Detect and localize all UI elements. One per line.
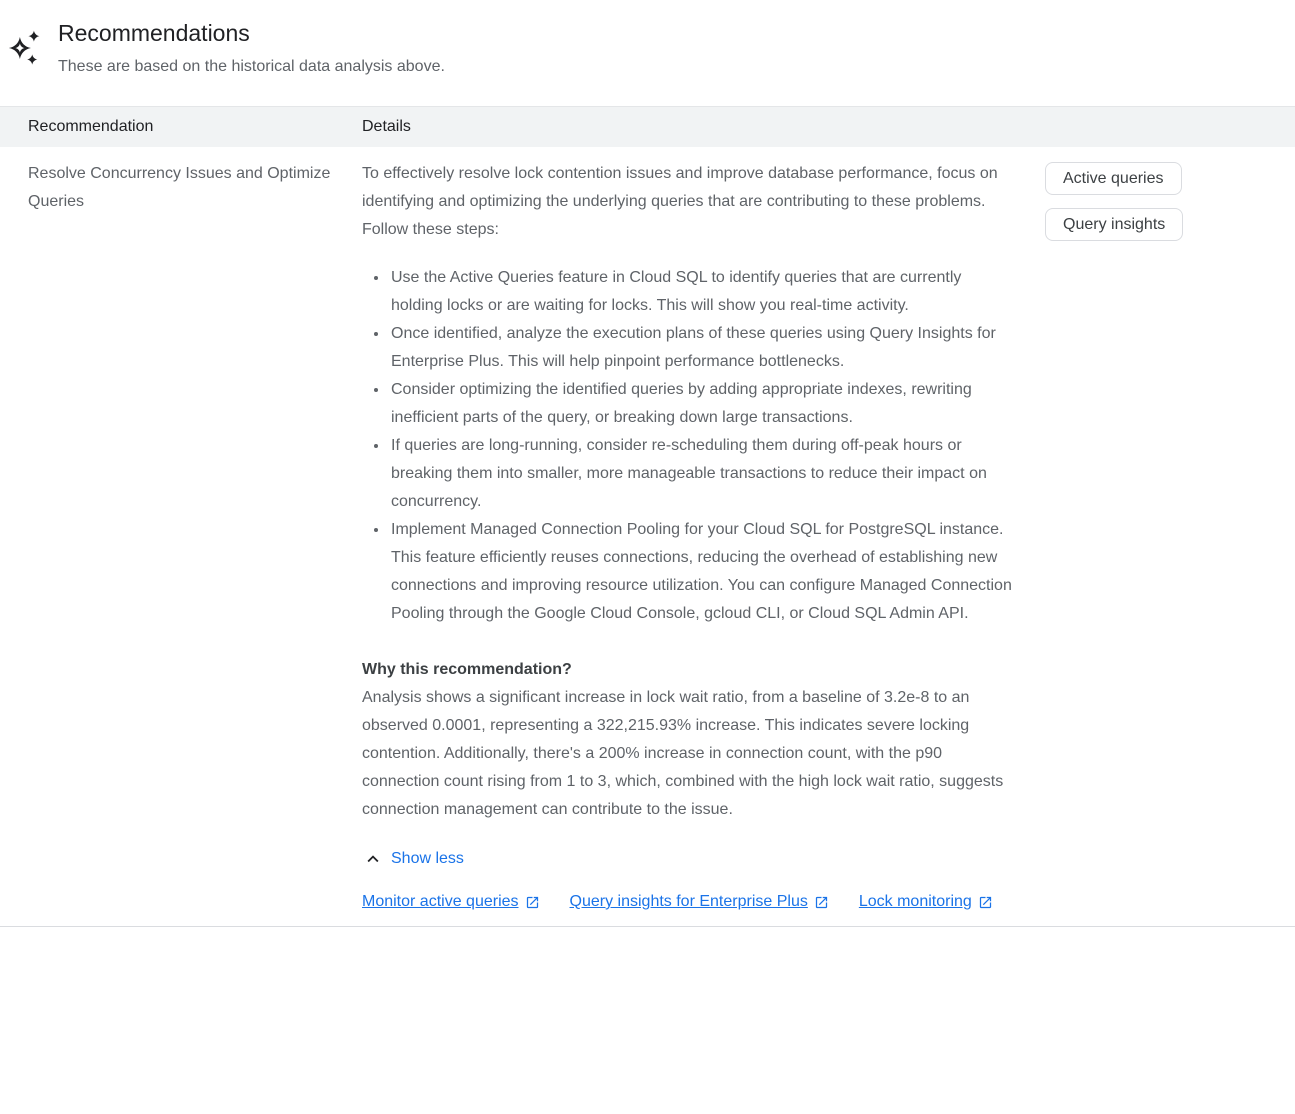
external-link-icon <box>814 895 829 910</box>
page-subtitle: These are based on the historical data analysis above. <box>58 58 445 75</box>
doc-links <box>362 888 1015 916</box>
external-link-icon <box>978 895 993 910</box>
why-recommendation-text: Analysis shows a significant increase in lock wait ratio, from a baseline of 3.2e-8 to an observed 0.0001, representing a 322,215.93% increase. This indicates severe locking contention. Additionally, there's a 200% increase in connection count, with the p90 connection count rising from 1 to 3, which, combined with the high lock wait ratio, suggests connection management can contribute to the issue. <box>362 689 1004 818</box>
action-chip-button[interactable] <box>1045 162 1182 195</box>
details-intro: To effectively resolve lock contention issues and improve database performance, focus on identifying and optimizing the underlying queries that are contributing to these problems. Follow these steps: <box>362 165 998 238</box>
details-cell <box>362 160 1045 916</box>
doc-link[interactable] <box>362 888 540 916</box>
why-recommendation-heading: Why this recommendation? <box>362 661 572 678</box>
detail-bullet: • Use the Active Queries feature in Cloud SQL to identify queries that are currently holding locks or are waiting for locks. This will show you real-time activity. <box>389 264 1015 320</box>
table-header-row <box>0 106 1295 147</box>
show-less-button[interactable] <box>362 848 464 870</box>
column-header-recommendation: Recommendation <box>28 118 154 135</box>
detail-bullet: • If queries are long-running, consider re-scheduling them during off-peak hours or breaking them into smaller, more manageable transactions to reduce their impact on concurrency. <box>389 432 1015 516</box>
recommendation-title: Resolve Concurrency Issues and Optimize Queries <box>28 165 331 210</box>
page-title: Recommendations <box>58 20 250 46</box>
action-chip-label: Active queries <box>1063 169 1164 187</box>
header-text-block <box>58 18 445 79</box>
doc-link-label: Query insights for Enterprise Plus <box>569 893 808 910</box>
action-chip-label: Query insights <box>1063 215 1166 233</box>
doc-link-label: Monitor active queries <box>362 893 519 910</box>
actions-cell <box>1045 160 1295 916</box>
detail-bullet: • Consider optimizing the identified queries by adding appropriate indexes, rewriting inefficient parts of the query, or breaking down large transactions. <box>389 376 1015 432</box>
column-header-details: Details <box>362 118 411 135</box>
details-bullet-list <box>362 264 1015 628</box>
table-row <box>0 147 1295 927</box>
doc-link[interactable] <box>859 888 993 916</box>
doc-link-label: Lock monitoring <box>858 893 972 910</box>
doc-link[interactable] <box>570 888 829 916</box>
detail-bullet: • Implement Managed Connection Pooling for your Cloud SQL for PostgreSQL instance. This feature efficiently reuses connections, reducing the overhead of establishing new connections and improving resource utilization. You can configure Managed Connection Pooling through the Google Cloud Console, gcloud CLI, or Cloud SQL Admin API. <box>389 516 1015 628</box>
chevron-up-icon <box>362 848 384 870</box>
recommendations-header <box>0 0 1295 79</box>
show-less-label: Show less <box>391 850 464 867</box>
external-link-icon <box>525 895 540 910</box>
gemini-sparkle-icon <box>8 27 42 74</box>
action-chip-button[interactable] <box>1045 208 1183 241</box>
recommendations-table <box>0 106 1295 927</box>
detail-bullet: • Once identified, analyze the execution plans of these queries using Query Insights for Enterprise Plus. This will help pinpoint performance bottlenecks. <box>389 320 1015 376</box>
